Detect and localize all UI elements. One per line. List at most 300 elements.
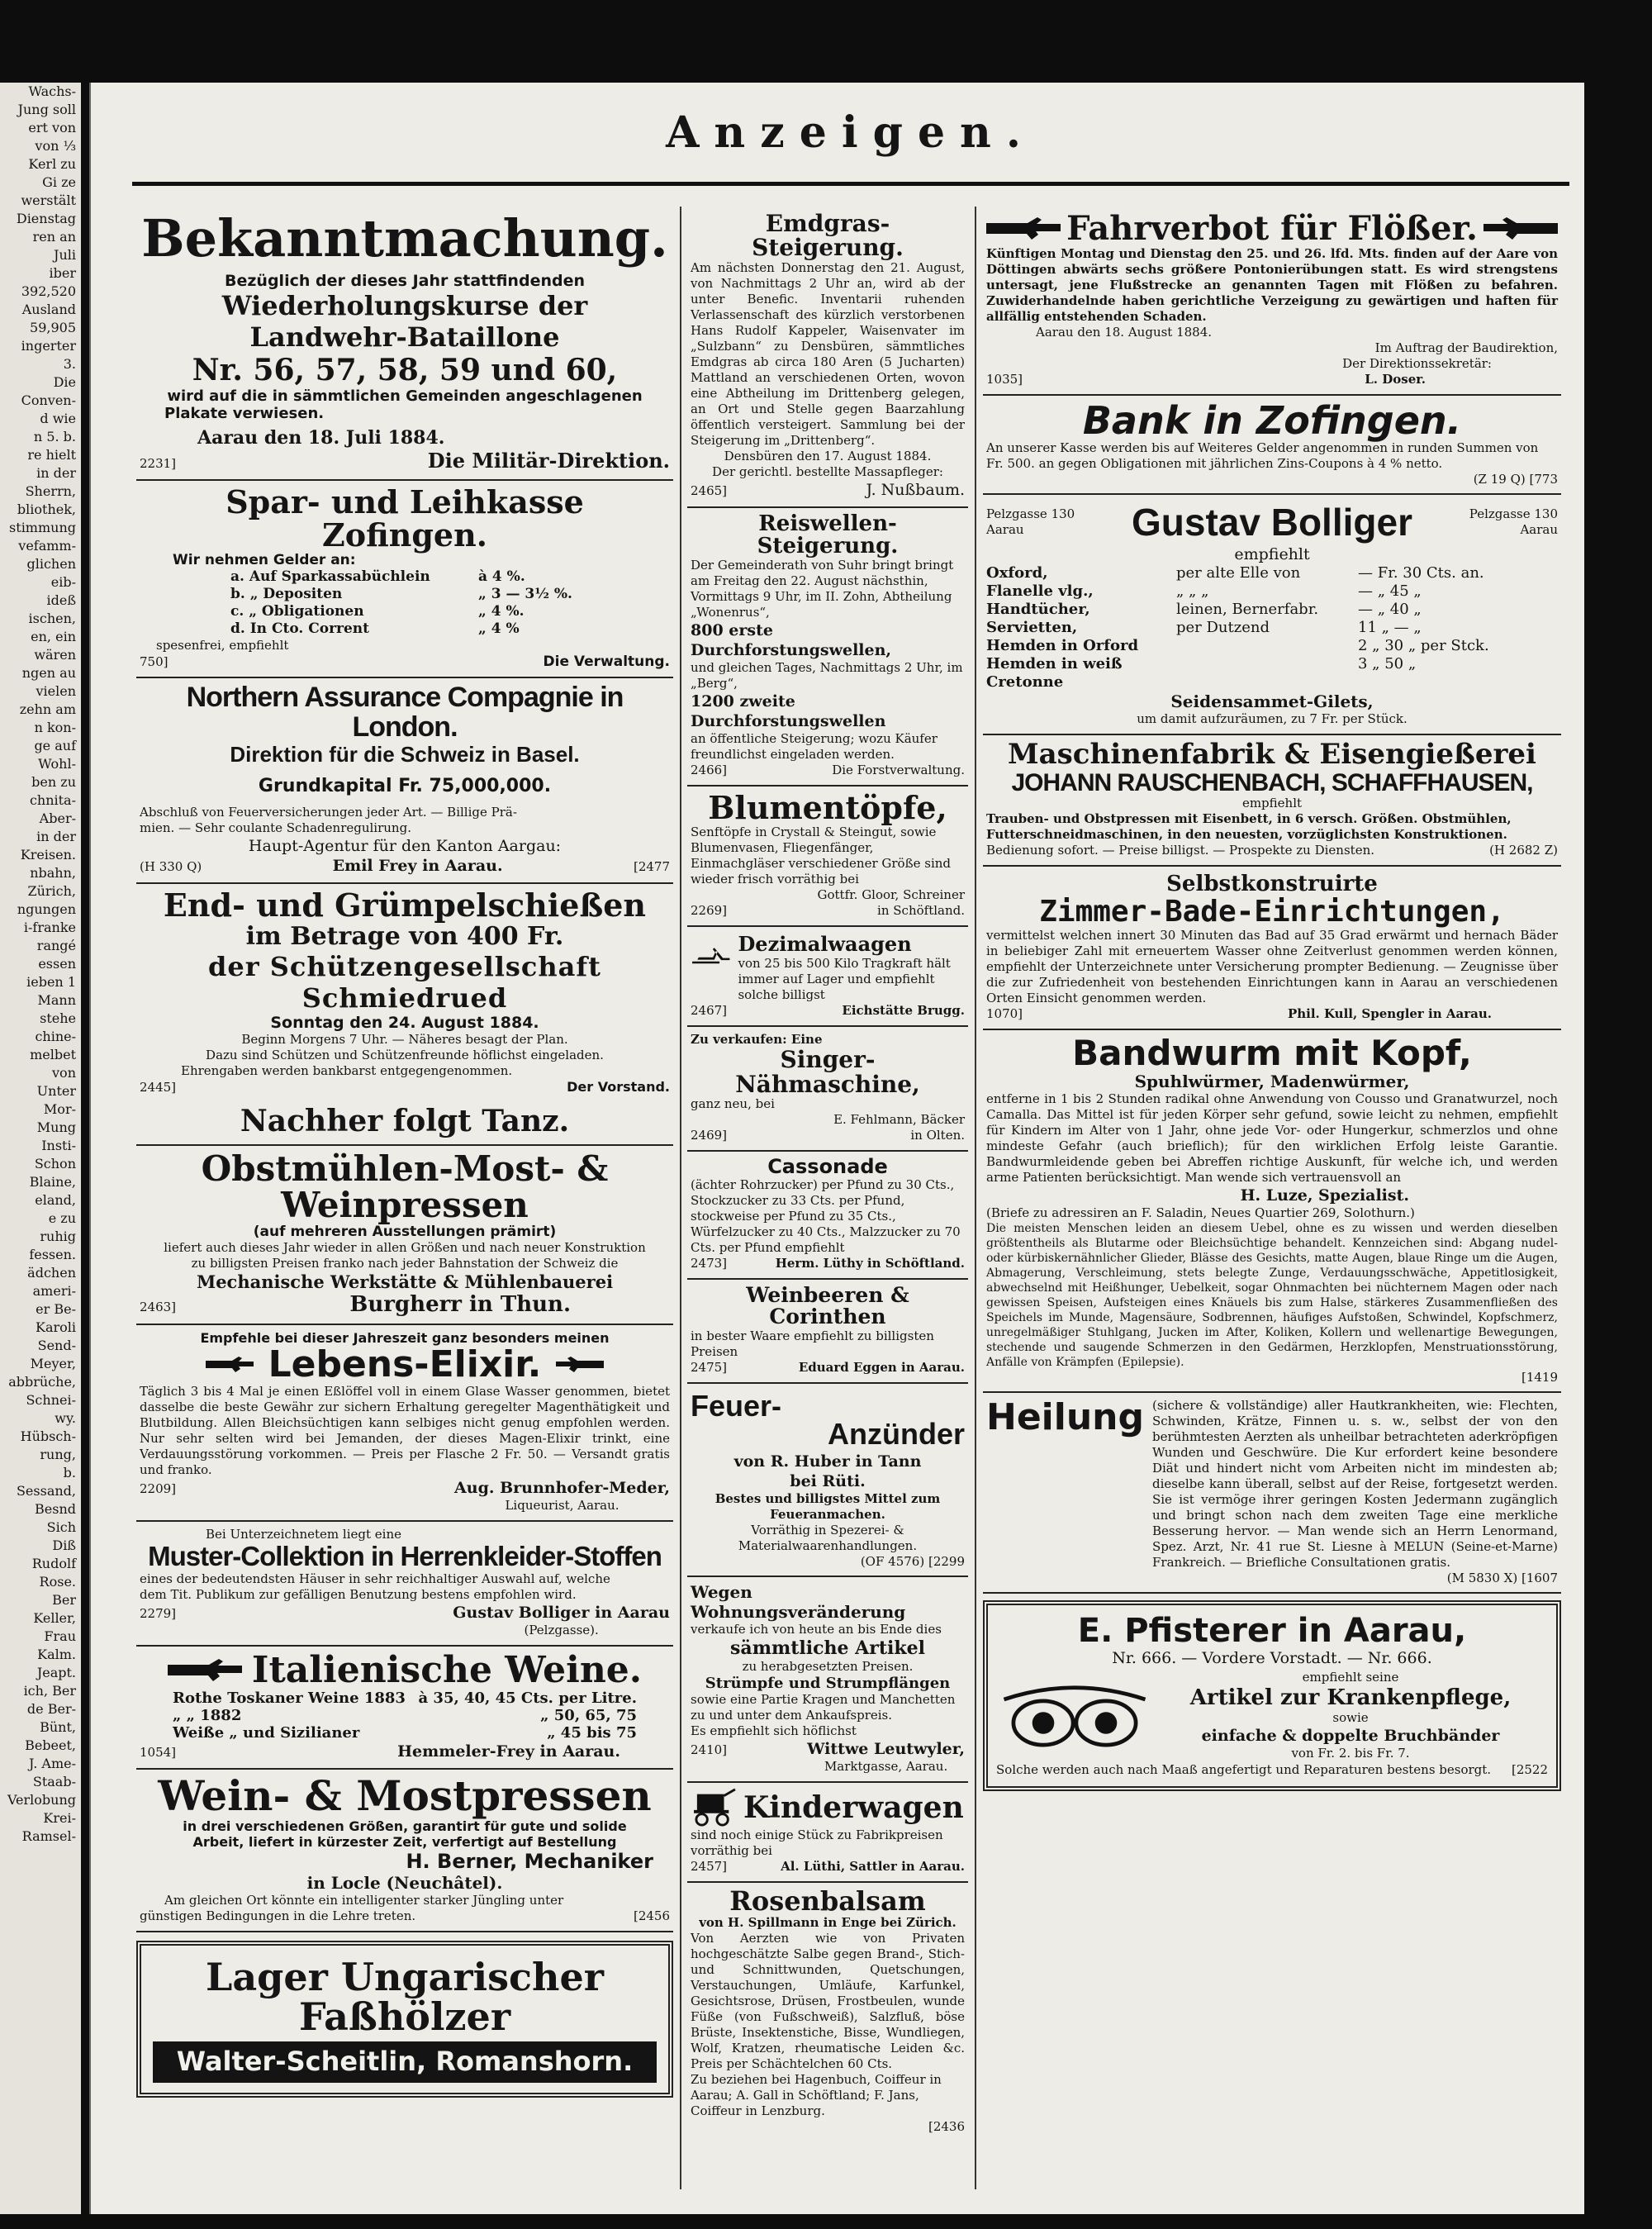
ad-text: Solche werden auch nach Maaß angefertigt und Reparaturen bestens besorgt. — [996, 1762, 1492, 1778]
ad-fahrverbot — [983, 207, 1561, 396]
pram-icon — [691, 1788, 738, 1827]
ad-title: Muster-Collektion in Herrenkleider-Stoffen — [148, 1541, 662, 1572]
edge-text: Frau — [44, 1628, 76, 1644]
edge-text: von ⅓ — [35, 138, 76, 154]
edge-text: Dienstag — [16, 211, 76, 226]
ad-text: Nr. 56, 57, 58, 59 und 60, — [192, 353, 618, 388]
edge-text: b. — [63, 1465, 76, 1480]
ad-text: bei Rüti. — [790, 1471, 866, 1490]
product-price: — Fr. 30 Cts. an. — [1358, 564, 1484, 582]
product-row — [986, 582, 1558, 601]
ad-text: Zu verkaufen: Eine — [691, 1032, 823, 1048]
edge-text: chine- — [35, 1029, 76, 1044]
ad-number: [2477 — [633, 859, 670, 875]
ad-date: Densbüren den 17. August 1884. — [724, 448, 932, 463]
edge-text: er Be- — [36, 1301, 76, 1317]
ad-text: Zu beziehen bei Hagenbuch, Coiffeur in Aarau; A. Gall in Schöftland; F. Jans, Coiffeur in Lenzburg. — [691, 2072, 942, 2119]
edge-text: Meyer, — [30, 1356, 76, 1371]
edge-text: Mung — [36, 1119, 76, 1135]
ad-signature: Hemmeler-Frey in Aarau. — [397, 1742, 620, 1761]
edge-text: wären — [34, 647, 76, 663]
rate-row — [230, 568, 670, 586]
ad-title: Blumentöpfe, — [708, 789, 947, 827]
ad-title: Emdgras-Steigerung. — [752, 210, 904, 262]
newspaper-page — [89, 83, 1584, 2214]
edge-text: i-franke — [23, 920, 76, 935]
edge-text: stehe — [40, 1010, 76, 1026]
ad-northern-assurance — [136, 678, 673, 884]
ad-text: Der gerichtl. bestellte Massapfleger: — [712, 463, 943, 479]
ad-signature: Eduard Eggen in Aarau. — [798, 1359, 965, 1375]
edge-text: stimmung — [9, 520, 76, 535]
edge-text: Rudolf — [31, 1556, 76, 1571]
edge-text: werstält — [21, 192, 76, 208]
ad-text: Am nächsten Donnerstag den 21. August, von Nachmittags 2 Uhr an, wird ab der unter Benefic. Inventarii ruhenden Verlassenschaft des kürzlich verstorbenen Hans Rudolf Kappeler, Waisenvater im „Sulzbann“ zu Densbüren, sämmtliches Emdgras ab circa 180 Aren (5 Jucharten) Mattland an verschiedenen Orten, wovon eine Abtheilung im Drittenberg gelegen, an Ort und Stelle gegen Baarzahlung öffentlich versteigert. Sammlung bei der Steigerung im „Drittenberg“. — [691, 259, 965, 448]
ad-number: 1070] — [986, 1006, 1023, 1022]
ad-text: um damit aufzuräumen, zu 7 Fr. per Stück. — [1137, 711, 1408, 727]
ad-title: Spar- und Leihkasse Zofingen. — [225, 483, 584, 554]
wine-label: Weiße „ und Sizilianer — [173, 1724, 360, 1742]
edge-text: Jung soll — [17, 102, 76, 117]
ad-text: im Betrage von 400 Fr. — [245, 922, 564, 952]
product-row — [986, 619, 1558, 637]
ad-text: von 25 bis 500 Kilo Tragkraft hält immer auf Lager und empfiehlt solche billigst — [738, 956, 951, 1003]
product-name: Flanelle vlg., — [986, 582, 1094, 601]
ad-lebens-elixir — [136, 1325, 673, 1522]
ad-maschinenfabrik — [983, 735, 1561, 867]
ad-text: mien. — Sehr coulante Schadenregulirung. — [140, 820, 411, 836]
ad-number: 2475] — [691, 1359, 728, 1375]
ad-kinderwagen — [687, 1783, 968, 1883]
ad-text: in Locle (Neuchâtel). — [306, 1872, 503, 1893]
column-2 — [687, 207, 968, 2198]
edge-text: Sessand, — [16, 1483, 76, 1499]
ad-text: eines der bedeutendsten Häuser in sehr reichhaltiger Auswahl auf, welche — [140, 1571, 610, 1586]
ad-text: Bedienung sofort. — Preise billigst. — Prospekte zu Diensten. — [986, 843, 1375, 858]
ad-wohnungsveraenderung — [687, 1577, 968, 1783]
ad-muster-collektion — [136, 1522, 673, 1647]
edge-text: ben zu — [31, 774, 76, 790]
ad-date: Aarau den 18. August 1884. — [1036, 325, 1213, 340]
edge-text: abbrüche, — [8, 1374, 76, 1390]
edge-text: Kalm. — [37, 1647, 76, 1662]
ad-text: (Pelzgasse). — [524, 1622, 599, 1637]
ad-signature: Die Forstverwaltung. — [832, 763, 965, 778]
ad-text: Mechanische Werkstätte & Mühlenbauerei — [196, 1271, 614, 1293]
edge-text: Jeapt. — [36, 1665, 76, 1680]
edge-text: ngungen — [17, 901, 76, 917]
product-unit: leinen, Bernerfabr. — [1176, 601, 1319, 619]
adjacent-page-edge — [0, 83, 81, 2214]
ad-signature: Burgherr in Thun. — [349, 1292, 571, 1318]
ad-text: spesenfrei, empfiehlt — [156, 637, 289, 653]
ad-text: sowie eine Partie Kragen und Manchetten zu und unter dem Ankaufspreis. — [691, 1691, 956, 1723]
edge-text: ngen au — [21, 665, 76, 681]
edge-text: Send- — [37, 1338, 76, 1353]
ad-text: Von Aerzten wie von Privaten hochgeschätzte Salbe gegen Brand-, Stich- und Schnittwunden, Quetschungen, Verstauchungen, Umläufe, Karfunkel, Gesichtsrose, Drüsen, Frostbeulen, wunde Füße (von Fußschweiß), Salzfluß, böse Brüste, Insektenstiche, Bisse, Wundliegen, Wolf, Kratzen, rheumatische Leiden &c. Preis per Schächtelchen 60 Cts. — [691, 1931, 965, 2072]
ad-bade-einrichtungen — [983, 867, 1561, 1030]
ad-text: dem Tit. Publikum zur gefälligen Benutzung bestens empfohlen wird. — [140, 1586, 577, 1602]
ad-text: Wiederholungskurse der Landwehr-Bataillone — [221, 290, 588, 354]
ad-singer — [687, 1027, 968, 1152]
rate-label: a. Auf Sparkassabüchlein — [230, 568, 430, 585]
edge-text: ert von — [28, 120, 76, 135]
edge-text: Krei- — [43, 1810, 76, 1826]
ad-text: sowie — [1332, 1709, 1369, 1725]
edge-text: Karoli — [35, 1319, 76, 1335]
ad-signature: Der Vorstand. — [567, 1079, 670, 1095]
ad-text: Spuhlwürmer, Madenwürmer, — [1134, 1072, 1410, 1092]
edge-text: Wohl- — [38, 756, 76, 772]
ad-title: Wegen Wohnungsveränderung — [691, 1581, 906, 1622]
product-unit: per alte Elle von — [1176, 564, 1301, 582]
ad-title: Obstmühlen-Most- & Weinpressen — [201, 1148, 609, 1226]
ad-number: [2456 — [633, 1908, 670, 1923]
ad-text: Marktgasse, Aarau. — [824, 1758, 948, 1774]
ad-text: Grundkapital Fr. 75,000,000. — [258, 776, 552, 797]
ad-signature: Phil. Kull, Spengler in Aarau. — [1287, 1006, 1492, 1022]
ad-title: Heilung — [986, 1396, 1144, 1439]
ad-number: 1054] — [140, 1745, 177, 1761]
ad-text: entferne in 1 bis 2 Stunden radikal ohne Anwendung von Cousso und Granatwurzel, noch Camalla. Das Mittel ist für jeden Körper sehr gefund, sowie leicht zu nehmen, empfiehlt für Kindern im Alter von 1 Jahr, ohne jede Vor- oder Hungerkur, schmerzlos und ohne mindeste Gefahr (auch brieflich); für den wirklichen Erfolg leiste Garantie. Bandwurmleidende geben bei Abreffen richtige Auskunft, für welche ich, und werden arme Patienten berücksichtigt. Man wende sich vertrauensvoll an — [986, 1091, 1558, 1186]
edge-text: rung, — [40, 1447, 76, 1462]
ad-feuer-anzuender — [687, 1384, 968, 1577]
ad-number: 2445] — [140, 1080, 177, 1095]
ad-text: an öffentliche Steigerung; wozu Käufer freundlichst eingeladen werden. — [691, 731, 938, 763]
ad-bekanntmachung — [136, 207, 673, 481]
edge-text: Ramsel- — [21, 1828, 76, 1844]
ad-title: Northern Assurance Compagnie in London. — [186, 681, 624, 743]
column-rule — [975, 207, 976, 2189]
ad-title: Cassonade — [767, 1155, 888, 1179]
ad-text: Künftigen Montag und Dienstag den 25. und 26. lfd. Mts. finden auf der Aare von Döttingen abwärts sechs größere Pontonierübungen statt. Es wird strengstens untersagt, jene Flußstrecke an genannten Tagen mit Flößen zu befahren. Zuwiderhandelnde haben gerichtliche Verzeigung zu gewärtigen und haften für allfällig entstehenden Schaden. — [986, 246, 1558, 324]
wine-price: „ 45 bis 75 — [547, 1724, 637, 1742]
product-price: 2 „ 30 „ per Stck. — [1358, 637, 1489, 655]
ad-obstmuehlen — [136, 1146, 673, 1325]
ad-text: Pelzgasse 130 — [986, 506, 1075, 522]
masthead: Anzeigen. — [132, 107, 1569, 186]
truss-icon — [996, 1668, 1153, 1762]
edge-text: Mor- — [43, 1101, 76, 1117]
ad-number: [1419 — [1521, 1370, 1558, 1385]
ad-number: 2231] — [140, 456, 177, 472]
edge-text: chnita- — [29, 792, 76, 808]
product-name: Handtücher, — [986, 601, 1090, 619]
wine-row — [140, 1707, 670, 1724]
edge-text: bliothek, — [17, 501, 76, 517]
ad-signature: Emil Frey in Aarau. — [332, 857, 503, 876]
ad-title: Lager Ungarischer Faßhölzer — [206, 1954, 604, 2039]
ad-number: 2473] — [691, 1256, 728, 1271]
ad-text: Nr. 666. — Vordere Vorstadt. — Nr. 666. — [1112, 1649, 1432, 1668]
edge-text: vielen — [36, 683, 76, 699]
wine-price: „ 50, 65, 75 — [540, 1707, 637, 1725]
ad-weinbeeren — [687, 1280, 968, 1384]
edge-text: melbet — [30, 1047, 76, 1062]
edge-text: Conven- — [21, 392, 76, 408]
ad-text: der Schützengesellschaft Schmiedrued — [208, 951, 601, 1015]
edge-text: eib- — [50, 574, 76, 590]
ad-text: und gleichen Tages, Nachmittags 2 Uhr, im „Berg“, — [691, 660, 963, 692]
ad-text: Strümpfe und Strumpflängen — [705, 1674, 951, 1692]
edge-text: ruhig — [40, 1229, 76, 1244]
wine-price: à 35, 40, 45 Cts. per Litre. — [418, 1690, 637, 1708]
edge-text: in der — [36, 829, 76, 844]
edge-text: iber — [49, 265, 76, 281]
wine-row — [140, 1690, 670, 1707]
ad-text: in drei verschiedenen Größen, garantirt für gute und solide — [183, 1818, 627, 1834]
edge-text: n 5. b. — [33, 429, 76, 444]
edge-text: wy. — [55, 1410, 76, 1426]
wine-row — [140, 1724, 670, 1742]
edge-text: vefamm- — [18, 538, 76, 554]
edge-text: Rose. — [39, 1574, 76, 1590]
product-unit: „ „ „ — [1176, 582, 1209, 601]
edge-text: Keller, — [33, 1610, 76, 1626]
edge-text: ädchen — [27, 1265, 76, 1281]
ad-number: 2410] — [691, 1742, 728, 1757]
ad-text: An unserer Kasse werden bis auf Weiteres Gelder angenommen in runden Summen von Fr. 500. an gegen Obligationen mit jährlichen Zins-Coupons à 4 % netto. — [986, 440, 1539, 472]
ad-title: Rosenbalsam — [729, 1884, 926, 1917]
ad-title: E. Pfisterer in Aarau, — [1077, 1612, 1467, 1651]
wine-label: Rothe Toskaner Weine 1883 — [173, 1690, 406, 1708]
ad-text: Aarau — [1520, 522, 1558, 538]
ad-text: Bestes und billigstes Mittel zum Feueranmachen. — [714, 1490, 941, 1522]
ad-ref: (M 5830 X) — [1446, 1571, 1518, 1586]
rate-value: „ 3 — 3½ %. — [478, 585, 572, 602]
rate-value: „ 4 % — [478, 620, 520, 637]
ad-dezimalwaagen — [687, 927, 968, 1027]
edge-text: eland, — [35, 1192, 76, 1208]
ad-number: [2436 — [928, 2119, 965, 2135]
edge-text: ameri- — [32, 1283, 76, 1299]
ad-title: Kinderwagen — [743, 1789, 964, 1825]
edge-text: Verlobung — [7, 1792, 76, 1808]
ad-number: 1035] — [986, 372, 1023, 387]
rate-label: b. „ Depositen — [230, 585, 343, 602]
edge-text: Bebeet, — [25, 1737, 76, 1753]
column-rule — [680, 207, 681, 2189]
rate-value: à 4 %. — [478, 568, 525, 585]
rate-list — [140, 568, 670, 638]
ad-ref: (H 330 Q) — [140, 859, 202, 875]
rate-label: d. In Cto. Corrent — [230, 620, 370, 637]
edge-text: ich, Ber — [23, 1683, 76, 1699]
edge-text: ingerter — [21, 338, 76, 354]
ad-number: 2457] — [691, 1858, 728, 1874]
rate-row — [230, 603, 670, 620]
ad-italienische-weine — [136, 1647, 673, 1770]
ad-text: von R. Huber in Tann — [733, 1452, 922, 1471]
edge-text: nbahn, — [30, 865, 76, 881]
ad-text: ganz neu, bei — [691, 1096, 775, 1112]
ad-text: Artikel zur Krankenpflege, — [1189, 1685, 1512, 1710]
ad-text: von H. Spillmann in Enge bei Zürich. — [699, 1915, 957, 1931]
ad-text: Beginn Morgens 7 Uhr. — Näheres besagt der Plan. — [241, 1032, 568, 1048]
ad-bank-zofingen — [983, 396, 1561, 495]
ad-reiswellen — [687, 508, 968, 787]
edge-text: Schon — [34, 1156, 76, 1172]
rate-row — [230, 620, 670, 638]
ad-text: Die meisten Menschen leiden an diesem Uebel, ohne es zu wissen und werden dieselben größtentheils als Blutarme oder Bleichsüchtige behandelt. Kennzeichen sind: Abgang nudel- oder kürbiskernähnlicher Glieder, Blässe des Gesichts, matte Augen, blaue Ringe um die Augen, Abmagerung, Verschleimung, stets belegte Zunge, Verdauungsschwäche, Appetitlosigkeit, abwechselnd mit Heißhunger, Uebelkeit, sogar Ohnmachten bei nüchternem Magen oder nach gewissen Speisen, Aufsteigen eines Knäuels bis zum Halse, stärkeres Zusammenfließen des Speichels im Munde, Magensäure, Sodbrennen, häufiges Aufstoßen, Schwindel, Kopfschmerz, unregelmäßiger Stuhlgang, Jucken im After, Koliken, Kollern und wellenartige Bewegungen, stechende und saugende Schmerzen in den Gedärmen, Herzklopfen, Menstruationsstörung, Anfälle von Krämpfen (Epilepsie). — [986, 1222, 1558, 1370]
edge-text: ge auf — [34, 738, 76, 753]
ad-text: von Fr. 2. bis Fr. 7. — [1291, 1745, 1410, 1761]
ad-date: Sonntag den 24. August 1884. — [270, 1014, 539, 1033]
ad-text: Vorräthig in Spezerei- & Materialwaarenhandlungen. — [738, 1522, 918, 1553]
ad-text: Dazu sind Schützen und Schützenfreunde höflichst eingeladen. — [206, 1048, 604, 1063]
ad-signature: Eichstätte Brugg. — [842, 1003, 965, 1019]
ad-text: verkaufe ich von heute an bis Ende dies — [691, 1621, 942, 1637]
edge-text: ideß — [46, 592, 76, 608]
ad-signature: Al. Lüthi, Sattler in Aarau. — [781, 1858, 965, 1874]
ad-number: [1607 — [1521, 1571, 1558, 1586]
ad-text: Der Direktionssekretär: — [1342, 356, 1492, 371]
ad-text: Wir nehmen Gelder an: — [173, 551, 356, 568]
edge-text: 392,520 — [21, 283, 76, 299]
product-name: Hemden in Orford — [986, 637, 1139, 655]
ad-fasshoelzer — [136, 1941, 673, 2098]
ad-text: (Briefe zu adressiren an F. Saladin, Neues Quartier 269, Solothurn.) — [986, 1205, 1415, 1221]
edge-text: e zu — [48, 1210, 76, 1226]
ad-title: Reiswellen-Steigerung. — [757, 511, 899, 559]
ad-text: (ächter Rohrzucker) per Pfund zu 30 Cts., Stockzucker zu 33 Cts. per Pfund, stockweise per Pfund zu 35 Cts., Würfelzucker zu 40 Cts., Malzzucker zu 70 Cts. per Pfund empfiehlt — [691, 1177, 961, 1256]
ad-number: 2469] — [691, 1128, 728, 1143]
ad-text: sind noch einige Stück zu Fabrikpreisen vorräthig bei — [691, 1827, 943, 1858]
ad-signature: L. Doser. — [1365, 372, 1426, 387]
ad-text: sämmtliche Artikel — [730, 1637, 925, 1659]
edge-text: Zürich, — [27, 883, 76, 899]
ad-number: 2209] — [140, 1481, 177, 1497]
ad-title: Feuer- — [691, 1388, 782, 1423]
edge-text: en, ein — [31, 629, 76, 644]
pointing-hand-icon — [554, 1356, 604, 1374]
edge-text: Sich — [46, 1519, 76, 1535]
ad-signature: Aug. Brunnhofer-Meder, — [454, 1479, 670, 1498]
product-unit — [1176, 637, 1358, 655]
ad-text: Im Auftrag der Baudirektion, — [1374, 340, 1558, 355]
ad-text: in Schöftland. — [877, 903, 965, 919]
ad-signature: H. Berner, Mechaniker — [406, 1849, 653, 1873]
product-name: Oxford, — [986, 564, 1048, 582]
product-price: 3 „ 50 „ — [1358, 655, 1417, 673]
ad-tanz — [136, 1101, 673, 1146]
ad-text: günstigen Bedingungen in die Lehre treten. — [140, 1908, 416, 1923]
ad-signature: H. Luze, Spezialist. — [1240, 1186, 1409, 1205]
edge-text: re hielt — [27, 447, 76, 463]
edge-text: Hübsch- — [20, 1428, 76, 1444]
edge-text: Gi ze — [42, 174, 76, 190]
ad-number: [2299 — [928, 1553, 965, 1569]
edge-text: zehn am — [19, 701, 76, 717]
product-unit: per Dutzend — [1176, 619, 1270, 637]
edge-text: Aber- — [39, 810, 76, 826]
ad-text: in Olten. — [910, 1128, 965, 1143]
edge-text: Ber — [52, 1592, 76, 1608]
edge-text: Kreisen. — [20, 847, 76, 863]
ad-title: Dezimalwaagen — [738, 932, 912, 957]
ad-signature: E. Fehlmann, Bäcker — [833, 1112, 965, 1128]
ad-text: Es empfiehlt sich höflichst — [691, 1723, 857, 1738]
edge-text: Die — [53, 374, 76, 390]
ad-title: Bekanntmachung. — [141, 208, 668, 269]
edge-text: ischen, — [28, 611, 76, 626]
ad-number: 2467] — [691, 1003, 728, 1019]
ad-gustav-bolliger — [983, 495, 1561, 735]
ad-signature: Gustav Bolliger in Aarau — [453, 1603, 670, 1622]
ad-text: Walter-Scheitlin, Romanshorn. — [153, 2041, 657, 2083]
ad-text: zu herabgesetzten Preisen. — [742, 1658, 914, 1674]
ad-date: Aarau den 18. Juli 1884. — [197, 427, 445, 449]
product-price: — „ 40 „ — [1358, 601, 1422, 619]
edge-text: Schnei- — [26, 1392, 76, 1408]
edge-text: Staab- — [32, 1774, 76, 1789]
pointing-hand-icon — [206, 1356, 255, 1374]
ad-title: Italienische Weine. — [251, 1648, 643, 1691]
ad-title: Bank in Zofingen. — [1082, 398, 1462, 443]
ad-title: Anzünder — [828, 1416, 965, 1451]
product-row — [986, 564, 1558, 582]
product-name: Hemden in weiß Cretonne — [986, 655, 1123, 692]
ad-number: 2465] — [691, 482, 728, 498]
ad-number: 2269] — [691, 903, 728, 919]
ad-number: 2466] — [691, 763, 728, 778]
edge-text: Insti- — [41, 1138, 76, 1153]
edge-text: ren an — [32, 229, 76, 245]
column-1 — [136, 207, 673, 2198]
ad-number: 2279] — [140, 1605, 177, 1621]
ad-title: Fahrverbot für Flößer. — [1066, 209, 1478, 248]
rate-row — [230, 586, 670, 603]
ad-text: Seidensammet-Gilets, — [1170, 692, 1374, 712]
edge-text: Juli — [54, 247, 76, 263]
edge-text: Sherrn, — [25, 483, 76, 499]
ad-signature: Die Militär-Direktion. — [427, 449, 670, 473]
ad-sparkasse — [136, 481, 673, 678]
ad-title: End- und Grümpelschießen — [163, 886, 647, 924]
ad-rosenbalsam — [687, 1883, 968, 2141]
edge-text: ieben 1 — [26, 974, 76, 990]
ad-title: Zimmer-Bade-Einrichtungen, — [1039, 895, 1505, 929]
ad-signature: J. Nußbaum. — [866, 480, 965, 499]
column-3 — [983, 207, 1561, 2198]
product-row — [986, 655, 1558, 692]
ad-text: in bester Waare empfiehlt zu billigsten Preisen — [691, 1328, 934, 1359]
product-row — [986, 601, 1558, 619]
edge-text: J. Ame- — [29, 1756, 76, 1771]
ad-text: Abschluß von Feuerversicherungen jeder Art. — Billige Prä- — [140, 805, 517, 820]
edge-text: von — [52, 1065, 76, 1081]
rate-label: c. „ Obligationen — [230, 602, 364, 620]
ad-text: Täglich 3 bis 4 Mal je einen Eßlöffel voll in einem Glase Wasser genommen, bietet dasselbe die beste Gewähr zur sichern Erhaltung geregelter Magenthätigkeit und Blutbildung. Allen Bleichsüchtigen kann selbiges nicht genug empfohlen werden. Nur sehr selten wird bei Jemanden, der dieses Magen-Elixir trinkt, eine Verdauungsstörung vorkommen. — Preis per Flasche 2 Fr. 50. — Versandt gratis und franko. — [140, 1384, 670, 1478]
edge-text: 59,905 — [30, 320, 76, 335]
edge-text: d wie — [40, 411, 76, 426]
ad-signature: Gottfr. Gloor, Schreiner — [817, 887, 965, 903]
ad-title: Bandwurm mit Kopf, — [1072, 1033, 1472, 1074]
product-price: 11 „ — „ — [1358, 619, 1422, 637]
edge-text: 3. — [63, 356, 76, 372]
ad-text: wird auf die in sämmtlichen Gemeinden angeschlagenen — [167, 387, 643, 406]
ad-text: Haupt-Agentur für den Kanton Aargau: — [248, 837, 562, 856]
rate-value: „ 4 %. — [478, 602, 525, 620]
ad-text: Der Gemeinderath von Suhr bringt bringt am Freitag den 22. August nächsthin, Vormittags 9 Uhr, im II. Zohn, Abtheilung „Wonenrus“, — [691, 558, 954, 620]
ad-text: Plakate verwiesen. — [164, 405, 325, 423]
ad-title: Maschinenfabrik & Eisengießerei — [1008, 738, 1536, 772]
product-price-list — [986, 564, 1558, 692]
ad-number: [773 — [1529, 472, 1558, 487]
ad-schiessen — [136, 884, 673, 1101]
edge-text: glichen — [26, 556, 76, 572]
ad-text: JOHANN RAUSCHENBACH, SCHAFFHAUSEN, — [1011, 768, 1533, 796]
